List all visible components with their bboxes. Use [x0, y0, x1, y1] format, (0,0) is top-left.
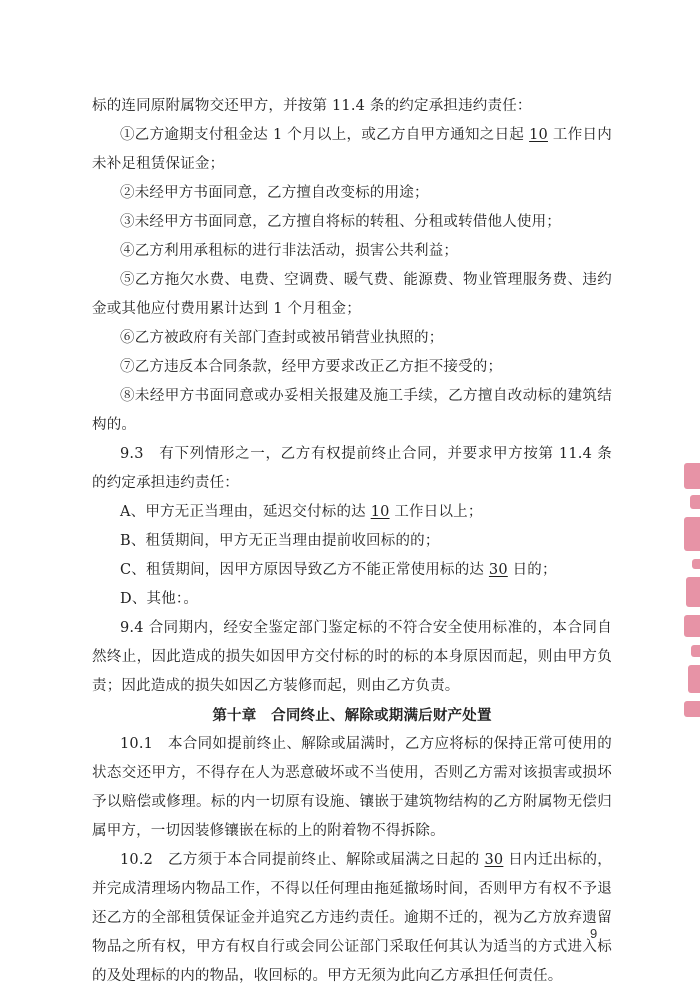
- clause-9-3-c-days: 30: [488, 562, 508, 578]
- clause-9-3-d: D、其他：。: [120, 591, 199, 607]
- clause-9-3: 9.3 有下列情形之一，乙方有权提前终止合同，并要求甲方按第 11.4 条的约定承担违约责任：: [92, 446, 612, 491]
- clause-item-1-days: 10: [529, 127, 548, 143]
- clause-10-2: [92, 846, 612, 991]
- clause-9-3-a-days: 10: [370, 504, 390, 520]
- clause-item-1-text-b: 工作日内未补足租赁保证金；: [92, 127, 612, 172]
- contract-body: [92, 92, 612, 991]
- clause-9-3-a-text-b: 工作日以上；: [389, 504, 483, 520]
- clause-10-2-days: 30: [484, 852, 504, 868]
- clause-item-7: ⑦乙方违反本合同条款，经甲方要求改正乙方拒不接受的；: [120, 359, 503, 375]
- clause-item-5: ⑤乙方拖欠水费、电费、空调费、暖气费、能源费、物业管理服务费、违约金或其他应付费用累计达到 1 个月租金；: [92, 272, 612, 317]
- seal-stamp-edge: [680, 455, 700, 725]
- clause-10-2-text-a: 10.2 乙方须于本合同提前终止、解除或届满之日起的: [120, 852, 485, 868]
- chapter-title: 第十章 合同终止、解除或期满后财产处置: [212, 707, 492, 724]
- clause-item-4: ④乙方利用承租标的进行非法活动，损害公共利益；: [120, 243, 459, 259]
- clause-item-3: ③未经甲方书面同意，乙方擅自将标的转租、分租或转借他人使用；: [120, 214, 561, 230]
- clause-item-2: ②未经甲方书面同意，乙方擅自改变标的用途；: [120, 185, 429, 201]
- clause-9-3-c-text-b: 日的；: [507, 562, 557, 578]
- clause-10-1: 10.1 本合同如提前终止、解除或届满时，乙方应将标的保持正常可使用的状态交还甲方，不得存在人为恶意破坏或不当使用，否则乙方需对该损害或损坏予以赔偿或修理。标的内一切原有设施、镶嵌于建筑物结构的乙方附属物无偿归属甲方，一切因装修镶嵌在标的上的附着物不得拆除。: [92, 736, 612, 839]
- clause-9-3-b: B、租赁期间，甲方无正当理由提前收回标的的；: [120, 533, 440, 549]
- clause-9-4: 9.4 合同期内，经安全鉴定部门鉴定标的不符合安全使用标准的，本合同自然终止，因此造成的损失如因甲方交付标的时的标的本身原因而起，则由甲方负责；因此造成的损失如因乙方装修而起，则由乙方负责。: [92, 620, 612, 694]
- paragraph-continuation: 标的连同原附属物交还甲方，并按第 11.4 条的约定承担违约责任：: [92, 98, 532, 114]
- clause-item-1: [92, 121, 612, 179]
- clause-9-3-a: [92, 498, 612, 527]
- clause-9-3-a-text-a: A、甲方无正当理由，延迟交付标的达: [120, 504, 371, 520]
- clause-9-3-c-text-a: C、租赁期间，因甲方原因导致乙方不能正常使用标的达: [120, 562, 489, 578]
- clause-item-6: ⑥乙方被政府有关部门查封或被吊销营业执照的；: [120, 330, 444, 346]
- page-number: 9: [590, 926, 598, 941]
- clause-item-8: ⑧未经甲方书面同意或办妥相关报建及施工手续，乙方擅自改动标的建筑结构的。: [92, 388, 612, 433]
- clause-10-2-text-b: 日内迁出标的，并完成清理场内物品工作，不得以任何理由拖延撤场时间，否则甲方有权不予退还乙方的全部租赁保证金并追究乙方违约责任。逾期不迁的，视为乙方放弃遗留物品之所有权，甲方有权自行或会同公证部门采取任何其认为适当的方式进入标的及处理标的内的物品，收回标的。甲方无须为此向乙方承担任何责任。: [92, 852, 612, 984]
- clause-9-3-c: [92, 556, 612, 585]
- clause-item-1-text-a: ①乙方逾期支付租金达 1 个月以上，或乙方自甲方通知之日起: [120, 127, 530, 143]
